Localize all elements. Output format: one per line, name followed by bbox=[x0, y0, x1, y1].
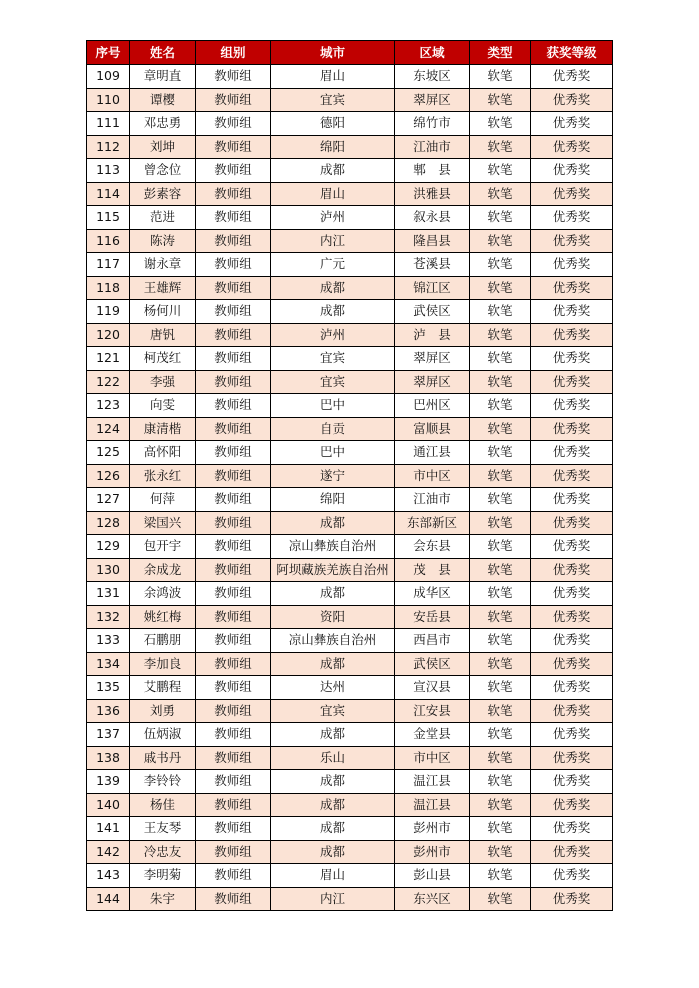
cell-award-level: 优秀奖 bbox=[531, 793, 613, 817]
cell-city: 眉山 bbox=[271, 65, 395, 89]
cell-city: 阿坝藏族羌族自治州 bbox=[271, 558, 395, 582]
cell-award-level: 优秀奖 bbox=[531, 817, 613, 841]
cell-award-level: 优秀奖 bbox=[531, 723, 613, 747]
cell-name: 邓忠勇 bbox=[130, 112, 196, 136]
cell-serial: 128 bbox=[87, 511, 130, 535]
header-district: 区域 bbox=[395, 41, 470, 65]
cell-award-level: 优秀奖 bbox=[531, 887, 613, 911]
cell-district: 东坡区 bbox=[395, 65, 470, 89]
cell-type: 软笔 bbox=[470, 206, 531, 230]
cell-group: 教师组 bbox=[196, 300, 271, 324]
cell-serial: 119 bbox=[87, 300, 130, 324]
cell-name: 康清楷 bbox=[130, 417, 196, 441]
cell-serial: 127 bbox=[87, 488, 130, 512]
cell-district: 会东县 bbox=[395, 535, 470, 559]
cell-type: 软笔 bbox=[470, 394, 531, 418]
cell-type: 软笔 bbox=[470, 817, 531, 841]
table-row bbox=[87, 605, 613, 629]
cell-city: 成都 bbox=[271, 840, 395, 864]
cell-city: 成都 bbox=[271, 511, 395, 535]
cell-award-level: 优秀奖 bbox=[531, 511, 613, 535]
table-row bbox=[87, 793, 613, 817]
cell-name: 伍炳淑 bbox=[130, 723, 196, 747]
cell-type: 软笔 bbox=[470, 135, 531, 159]
cell-type: 软笔 bbox=[470, 699, 531, 723]
table-row bbox=[87, 253, 613, 277]
table-row bbox=[87, 840, 613, 864]
cell-serial: 122 bbox=[87, 370, 130, 394]
header-name: 姓名 bbox=[130, 41, 196, 65]
cell-city: 自贡 bbox=[271, 417, 395, 441]
cell-award-level: 优秀奖 bbox=[531, 464, 613, 488]
table-row bbox=[87, 394, 613, 418]
cell-type: 软笔 bbox=[470, 793, 531, 817]
cell-district: 洪雅县 bbox=[395, 182, 470, 206]
cell-district: 翠屏区 bbox=[395, 347, 470, 371]
cell-group: 教师组 bbox=[196, 464, 271, 488]
cell-serial: 138 bbox=[87, 746, 130, 770]
cell-group: 教师组 bbox=[196, 229, 271, 253]
cell-district: 绵竹市 bbox=[395, 112, 470, 136]
cell-name: 王雄辉 bbox=[130, 276, 196, 300]
cell-district: 茂 县 bbox=[395, 558, 470, 582]
table-row bbox=[87, 582, 613, 606]
cell-name: 李强 bbox=[130, 370, 196, 394]
cell-serial: 130 bbox=[87, 558, 130, 582]
cell-group: 教师组 bbox=[196, 817, 271, 841]
cell-serial: 132 bbox=[87, 605, 130, 629]
table-row bbox=[87, 652, 613, 676]
cell-name: 余鸿波 bbox=[130, 582, 196, 606]
table-row bbox=[87, 323, 613, 347]
cell-serial: 109 bbox=[87, 65, 130, 89]
cell-city: 成都 bbox=[271, 770, 395, 794]
table-row bbox=[87, 229, 613, 253]
cell-group: 教师组 bbox=[196, 746, 271, 770]
cell-award-level: 优秀奖 bbox=[531, 112, 613, 136]
table-row bbox=[87, 676, 613, 700]
cell-district: 彭山县 bbox=[395, 864, 470, 888]
cell-type: 软笔 bbox=[470, 511, 531, 535]
cell-serial: 141 bbox=[87, 817, 130, 841]
cell-name: 杨佳 bbox=[130, 793, 196, 817]
cell-award-level: 优秀奖 bbox=[531, 417, 613, 441]
cell-city: 绵阳 bbox=[271, 135, 395, 159]
cell-type: 软笔 bbox=[470, 159, 531, 183]
cell-serial: 121 bbox=[87, 347, 130, 371]
table-header-row bbox=[87, 41, 613, 65]
header-city: 城市 bbox=[271, 41, 395, 65]
cell-type: 软笔 bbox=[470, 864, 531, 888]
table-row bbox=[87, 464, 613, 488]
cell-type: 软笔 bbox=[470, 65, 531, 89]
cell-award-level: 优秀奖 bbox=[531, 629, 613, 653]
header-serial: 序号 bbox=[87, 41, 130, 65]
cell-name: 范进 bbox=[130, 206, 196, 230]
cell-award-level: 优秀奖 bbox=[531, 394, 613, 418]
cell-group: 教师组 bbox=[196, 605, 271, 629]
table-row bbox=[87, 65, 613, 89]
cell-group: 教师组 bbox=[196, 629, 271, 653]
table-row bbox=[87, 887, 613, 911]
table-row bbox=[87, 206, 613, 230]
cell-district: 东部新区 bbox=[395, 511, 470, 535]
cell-group: 教师组 bbox=[196, 676, 271, 700]
cell-award-level: 优秀奖 bbox=[531, 370, 613, 394]
table-row bbox=[87, 441, 613, 465]
cell-district: 翠屏区 bbox=[395, 88, 470, 112]
cell-serial: 110 bbox=[87, 88, 130, 112]
cell-name: 何萍 bbox=[130, 488, 196, 512]
cell-group: 教师组 bbox=[196, 159, 271, 183]
cell-group: 教师组 bbox=[196, 88, 271, 112]
cell-city: 绵阳 bbox=[271, 488, 395, 512]
cell-name: 李明菊 bbox=[130, 864, 196, 888]
cell-city: 成都 bbox=[271, 159, 395, 183]
cell-district: 温江县 bbox=[395, 793, 470, 817]
cell-award-level: 优秀奖 bbox=[531, 253, 613, 277]
cell-group: 教师组 bbox=[196, 511, 271, 535]
cell-award-level: 优秀奖 bbox=[531, 206, 613, 230]
cell-name: 刘坤 bbox=[130, 135, 196, 159]
table-row bbox=[87, 864, 613, 888]
cell-district: 江油市 bbox=[395, 135, 470, 159]
cell-district: 东兴区 bbox=[395, 887, 470, 911]
cell-award-level: 优秀奖 bbox=[531, 558, 613, 582]
table-row bbox=[87, 182, 613, 206]
cell-name: 石鹏朋 bbox=[130, 629, 196, 653]
table-row bbox=[87, 112, 613, 136]
cell-group: 教师组 bbox=[196, 840, 271, 864]
cell-name: 姚红梅 bbox=[130, 605, 196, 629]
cell-city: 眉山 bbox=[271, 182, 395, 206]
header-type: 类型 bbox=[470, 41, 531, 65]
cell-group: 教师组 bbox=[196, 770, 271, 794]
cell-serial: 117 bbox=[87, 253, 130, 277]
cell-group: 教师组 bbox=[196, 417, 271, 441]
cell-type: 软笔 bbox=[470, 887, 531, 911]
cell-name: 冷忠友 bbox=[130, 840, 196, 864]
cell-type: 软笔 bbox=[470, 417, 531, 441]
cell-group: 教师组 bbox=[196, 65, 271, 89]
cell-city: 成都 bbox=[271, 793, 395, 817]
table-row bbox=[87, 746, 613, 770]
cell-group: 教师组 bbox=[196, 182, 271, 206]
table-body bbox=[87, 65, 613, 911]
cell-serial: 139 bbox=[87, 770, 130, 794]
table-row bbox=[87, 135, 613, 159]
cell-serial: 136 bbox=[87, 699, 130, 723]
cell-city: 泸州 bbox=[271, 323, 395, 347]
cell-type: 软笔 bbox=[470, 535, 531, 559]
cell-group: 教师组 bbox=[196, 699, 271, 723]
cell-type: 软笔 bbox=[470, 347, 531, 371]
cell-district: 江安县 bbox=[395, 699, 470, 723]
cell-district: 宣汉县 bbox=[395, 676, 470, 700]
cell-award-level: 优秀奖 bbox=[531, 488, 613, 512]
cell-serial: 124 bbox=[87, 417, 130, 441]
cell-name: 李铃铃 bbox=[130, 770, 196, 794]
cell-city: 德阳 bbox=[271, 112, 395, 136]
cell-district: 泸 县 bbox=[395, 323, 470, 347]
table-row bbox=[87, 723, 613, 747]
cell-group: 教师组 bbox=[196, 276, 271, 300]
cell-award-level: 优秀奖 bbox=[531, 535, 613, 559]
cell-name: 柯茂红 bbox=[130, 347, 196, 371]
cell-city: 凉山彝族自治州 bbox=[271, 629, 395, 653]
cell-group: 教师组 bbox=[196, 441, 271, 465]
cell-city: 巴中 bbox=[271, 441, 395, 465]
cell-city: 资阳 bbox=[271, 605, 395, 629]
cell-city: 成都 bbox=[271, 276, 395, 300]
cell-name: 彭素容 bbox=[130, 182, 196, 206]
cell-name: 谢永章 bbox=[130, 253, 196, 277]
cell-group: 教师组 bbox=[196, 723, 271, 747]
cell-group: 教师组 bbox=[196, 582, 271, 606]
cell-district: 隆昌县 bbox=[395, 229, 470, 253]
cell-district: 成华区 bbox=[395, 582, 470, 606]
cell-group: 教师组 bbox=[196, 370, 271, 394]
table-row bbox=[87, 770, 613, 794]
cell-city: 宜宾 bbox=[271, 699, 395, 723]
cell-district: 苍溪县 bbox=[395, 253, 470, 277]
cell-name: 谭樱 bbox=[130, 88, 196, 112]
cell-group: 教师组 bbox=[196, 323, 271, 347]
cell-name: 朱宇 bbox=[130, 887, 196, 911]
cell-city: 成都 bbox=[271, 300, 395, 324]
cell-district: 富顺县 bbox=[395, 417, 470, 441]
cell-award-level: 优秀奖 bbox=[531, 746, 613, 770]
cell-type: 软笔 bbox=[470, 770, 531, 794]
cell-award-level: 优秀奖 bbox=[531, 229, 613, 253]
cell-district: 温江县 bbox=[395, 770, 470, 794]
cell-award-level: 优秀奖 bbox=[531, 65, 613, 89]
cell-award-level: 优秀奖 bbox=[531, 770, 613, 794]
table-row bbox=[87, 276, 613, 300]
cell-type: 软笔 bbox=[470, 629, 531, 653]
cell-city: 成都 bbox=[271, 652, 395, 676]
cell-type: 软笔 bbox=[470, 723, 531, 747]
cell-city: 遂宁 bbox=[271, 464, 395, 488]
cell-award-level: 优秀奖 bbox=[531, 159, 613, 183]
table-row bbox=[87, 558, 613, 582]
cell-group: 教师组 bbox=[196, 394, 271, 418]
cell-district: 叙永县 bbox=[395, 206, 470, 230]
cell-group: 教师组 bbox=[196, 793, 271, 817]
cell-serial: 114 bbox=[87, 182, 130, 206]
cell-city: 成都 bbox=[271, 723, 395, 747]
cell-city: 内江 bbox=[271, 229, 395, 253]
cell-serial: 116 bbox=[87, 229, 130, 253]
cell-type: 软笔 bbox=[470, 88, 531, 112]
cell-name: 梁国兴 bbox=[130, 511, 196, 535]
cell-district: 通江县 bbox=[395, 441, 470, 465]
cell-serial: 126 bbox=[87, 464, 130, 488]
cell-award-level: 优秀奖 bbox=[531, 840, 613, 864]
cell-group: 教师组 bbox=[196, 206, 271, 230]
cell-name: 王友琴 bbox=[130, 817, 196, 841]
cell-district: 武侯区 bbox=[395, 652, 470, 676]
cell-award-level: 优秀奖 bbox=[531, 182, 613, 206]
cell-name: 杨何川 bbox=[130, 300, 196, 324]
cell-type: 软笔 bbox=[470, 229, 531, 253]
cell-serial: 134 bbox=[87, 652, 130, 676]
cell-city: 广元 bbox=[271, 253, 395, 277]
table-row bbox=[87, 629, 613, 653]
table-row bbox=[87, 535, 613, 559]
cell-city: 凉山彝族自治州 bbox=[271, 535, 395, 559]
cell-district: 武侯区 bbox=[395, 300, 470, 324]
cell-serial: 120 bbox=[87, 323, 130, 347]
cell-district: 彭州市 bbox=[395, 840, 470, 864]
table-row bbox=[87, 417, 613, 441]
cell-name: 陈涛 bbox=[130, 229, 196, 253]
cell-type: 软笔 bbox=[470, 582, 531, 606]
cell-name: 余成龙 bbox=[130, 558, 196, 582]
cell-type: 软笔 bbox=[470, 488, 531, 512]
cell-district: 郫 县 bbox=[395, 159, 470, 183]
cell-group: 教师组 bbox=[196, 347, 271, 371]
cell-city: 泸州 bbox=[271, 206, 395, 230]
header-award-level: 获奖等级 bbox=[531, 41, 613, 65]
cell-type: 软笔 bbox=[470, 441, 531, 465]
cell-group: 教师组 bbox=[196, 652, 271, 676]
cell-type: 软笔 bbox=[470, 676, 531, 700]
cell-name: 章明直 bbox=[130, 65, 196, 89]
cell-serial: 140 bbox=[87, 793, 130, 817]
cell-serial: 133 bbox=[87, 629, 130, 653]
cell-serial: 111 bbox=[87, 112, 130, 136]
cell-award-level: 优秀奖 bbox=[531, 699, 613, 723]
cell-type: 软笔 bbox=[470, 300, 531, 324]
cell-district: 锦江区 bbox=[395, 276, 470, 300]
cell-group: 教师组 bbox=[196, 558, 271, 582]
cell-group: 教师组 bbox=[196, 887, 271, 911]
cell-serial: 125 bbox=[87, 441, 130, 465]
cell-serial: 112 bbox=[87, 135, 130, 159]
cell-district: 巴州区 bbox=[395, 394, 470, 418]
cell-serial: 142 bbox=[87, 840, 130, 864]
cell-district: 江油市 bbox=[395, 488, 470, 512]
cell-group: 教师组 bbox=[196, 112, 271, 136]
cell-award-level: 优秀奖 bbox=[531, 441, 613, 465]
cell-district: 安岳县 bbox=[395, 605, 470, 629]
cell-type: 软笔 bbox=[470, 605, 531, 629]
cell-district: 翠屏区 bbox=[395, 370, 470, 394]
cell-city: 内江 bbox=[271, 887, 395, 911]
table-row bbox=[87, 159, 613, 183]
award-table bbox=[86, 40, 613, 911]
cell-name: 艾鹏程 bbox=[130, 676, 196, 700]
cell-type: 软笔 bbox=[470, 323, 531, 347]
table-row bbox=[87, 488, 613, 512]
cell-name: 刘勇 bbox=[130, 699, 196, 723]
cell-district: 市中区 bbox=[395, 464, 470, 488]
cell-name: 向雯 bbox=[130, 394, 196, 418]
cell-serial: 123 bbox=[87, 394, 130, 418]
table-row bbox=[87, 511, 613, 535]
cell-award-level: 优秀奖 bbox=[531, 605, 613, 629]
cell-group: 教师组 bbox=[196, 864, 271, 888]
cell-type: 软笔 bbox=[470, 370, 531, 394]
cell-group: 教师组 bbox=[196, 535, 271, 559]
cell-group: 教师组 bbox=[196, 488, 271, 512]
cell-type: 软笔 bbox=[470, 112, 531, 136]
cell-city: 成都 bbox=[271, 582, 395, 606]
cell-award-level: 优秀奖 bbox=[531, 652, 613, 676]
cell-award-level: 优秀奖 bbox=[531, 582, 613, 606]
table-row bbox=[87, 370, 613, 394]
cell-serial: 129 bbox=[87, 535, 130, 559]
cell-award-level: 优秀奖 bbox=[531, 276, 613, 300]
table-row bbox=[87, 699, 613, 723]
cell-district: 市中区 bbox=[395, 746, 470, 770]
cell-type: 软笔 bbox=[470, 746, 531, 770]
cell-award-level: 优秀奖 bbox=[531, 88, 613, 112]
cell-city: 宜宾 bbox=[271, 347, 395, 371]
cell-type: 软笔 bbox=[470, 558, 531, 582]
header-group: 组别 bbox=[196, 41, 271, 65]
cell-name: 曾念位 bbox=[130, 159, 196, 183]
cell-city: 巴中 bbox=[271, 394, 395, 418]
cell-serial: 115 bbox=[87, 206, 130, 230]
cell-serial: 135 bbox=[87, 676, 130, 700]
cell-award-level: 优秀奖 bbox=[531, 300, 613, 324]
cell-serial: 137 bbox=[87, 723, 130, 747]
cell-city: 达州 bbox=[271, 676, 395, 700]
cell-city: 眉山 bbox=[271, 864, 395, 888]
cell-type: 软笔 bbox=[470, 253, 531, 277]
cell-name: 李加良 bbox=[130, 652, 196, 676]
cell-name: 包开宇 bbox=[130, 535, 196, 559]
cell-name: 戚书丹 bbox=[130, 746, 196, 770]
cell-city: 乐山 bbox=[271, 746, 395, 770]
cell-serial: 113 bbox=[87, 159, 130, 183]
cell-district: 金堂县 bbox=[395, 723, 470, 747]
cell-serial: 143 bbox=[87, 864, 130, 888]
cell-name: 高怀阳 bbox=[130, 441, 196, 465]
cell-serial: 118 bbox=[87, 276, 130, 300]
cell-award-level: 优秀奖 bbox=[531, 135, 613, 159]
cell-award-level: 优秀奖 bbox=[531, 864, 613, 888]
cell-group: 教师组 bbox=[196, 253, 271, 277]
cell-group: 教师组 bbox=[196, 135, 271, 159]
cell-type: 软笔 bbox=[470, 840, 531, 864]
table-row bbox=[87, 300, 613, 324]
cell-city: 宜宾 bbox=[271, 370, 395, 394]
cell-type: 软笔 bbox=[470, 182, 531, 206]
cell-name: 唐钒 bbox=[130, 323, 196, 347]
cell-type: 软笔 bbox=[470, 652, 531, 676]
cell-type: 软笔 bbox=[470, 276, 531, 300]
table-row bbox=[87, 347, 613, 371]
cell-city: 成都 bbox=[271, 817, 395, 841]
cell-district: 彭州市 bbox=[395, 817, 470, 841]
table-row bbox=[87, 817, 613, 841]
cell-type: 软笔 bbox=[470, 464, 531, 488]
cell-award-level: 优秀奖 bbox=[531, 676, 613, 700]
cell-serial: 144 bbox=[87, 887, 130, 911]
cell-serial: 131 bbox=[87, 582, 130, 606]
cell-award-level: 优秀奖 bbox=[531, 323, 613, 347]
cell-name: 张永红 bbox=[130, 464, 196, 488]
cell-award-level: 优秀奖 bbox=[531, 347, 613, 371]
cell-city: 宜宾 bbox=[271, 88, 395, 112]
cell-district: 西昌市 bbox=[395, 629, 470, 653]
table-row bbox=[87, 88, 613, 112]
